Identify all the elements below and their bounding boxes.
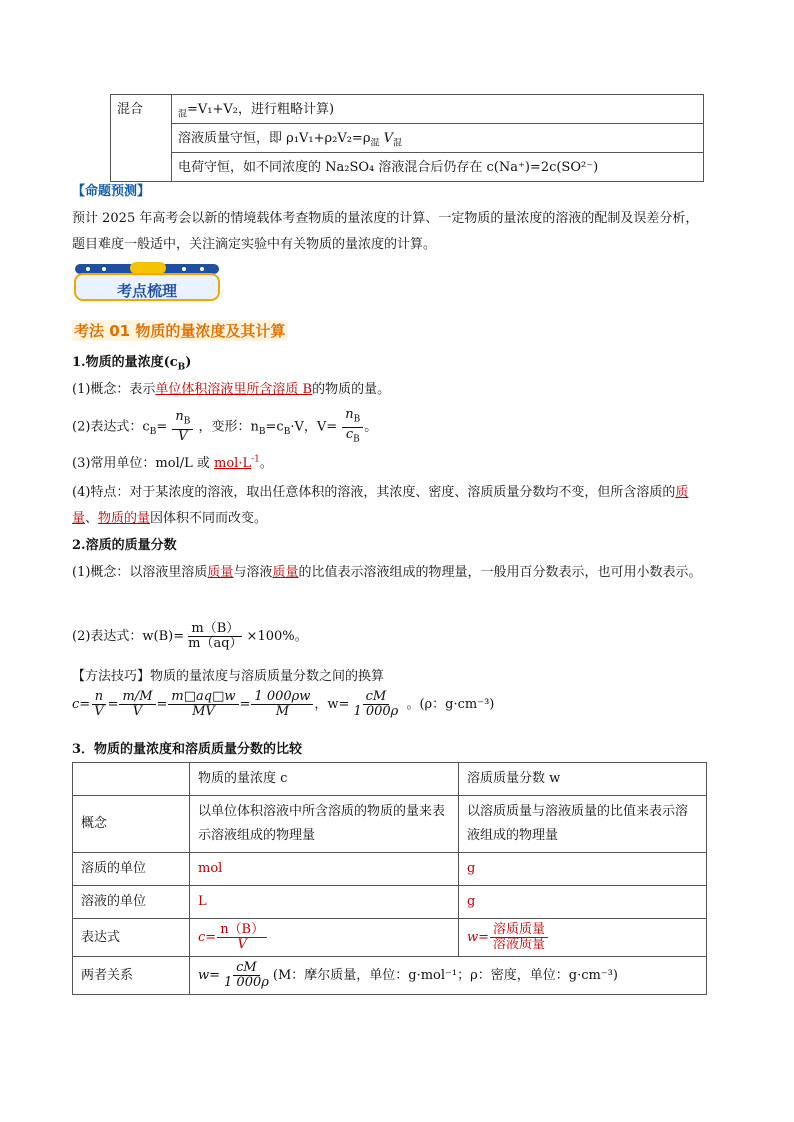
s3-title: 3．物质的量浓度和溶质质量分数的比较 bbox=[72, 742, 303, 757]
table-row: 概念 以单位体积溶液中所含溶质的物质的量来表示溶液组成的物理量 以溶质质量与溶液质量的比值来表示溶液组成的物理量 bbox=[73, 796, 707, 853]
s1-expression: (2)表达式：$c_B=$ $\frac{n_B}{V}$ ，变形：$n_B=c_B\cdot V$，V= $\frac{n_B}{c_B}$ 。 bbox=[72, 407, 378, 445]
comparison-table bbox=[72, 762, 707, 995]
method-heading: 【方法技巧】物质的量浓度与溶质质量分数之间的换算 bbox=[72, 669, 385, 684]
frac-nb-cb: $\frac{n_B}{c_B}$ bbox=[342, 408, 363, 446]
mixing-table bbox=[110, 94, 704, 182]
table-row: 溶质的单位 mol g bbox=[73, 853, 707, 886]
expr-c: c= $\frac{n(B)}{V}$ bbox=[190, 919, 459, 957]
table-row: 两者关系 w= $\frac{cM}{1 000\rho}$ (M：摩尔质量，单位：g·mol⁻¹；ρ：密度，单位：g·cm⁻³) bbox=[73, 957, 707, 995]
expr-w: w= $\frac{\text{溶质质量}}{\text{溶液质量}}$ bbox=[459, 919, 707, 957]
forecast-heading: 【命题预测】 bbox=[72, 184, 151, 199]
s2-concept: (1)概念：以溶液里溶质质量与溶液质量的比值表示溶液组成的物理量，一般用百分数表示，也可用小数表示。 bbox=[72, 565, 702, 580]
relation-cell: w= $\frac{cM}{1 000\rho}$ (M：摩尔质量，单位：g·mol⁻¹；ρ：密度，单位：g·cm⁻³) bbox=[190, 957, 707, 995]
mix-row-2: 溶液质量守恒，即 $\rho_1V_1+\rho_2V_2=\rho_混$ $V_混$ bbox=[172, 124, 704, 153]
banner-label: 考点梳理 bbox=[116, 282, 177, 300]
mix-label: 混合 bbox=[111, 95, 172, 182]
s1-concept: (1)概念：表示单位体积溶液里所含溶质 B的物质的量。 bbox=[72, 382, 391, 397]
section-title: 考法 01 物质的量浓度及其计算 bbox=[74, 322, 286, 340]
mix-row-3: 电荷守恒，如不同浓度的 Na₂SO₄ 溶液混合后仍存在 c(Na⁺)=2c(SO²⁻) bbox=[172, 153, 704, 182]
frac-nb-v: $\frac{n_B}{V}$ bbox=[172, 410, 193, 444]
section-banner bbox=[74, 262, 220, 302]
method-formula: c= $\frac{n}{V}$ = $\frac{m/M}{V}$ = $\frac{m□aq□w}{MV}$ = $\frac{1 000\rho w}{M}$ ，w= $\frac{cM}{1 000\rho}$ 。(ρ：g·cm⁻³) bbox=[72, 689, 495, 719]
forecast-text: 预计 2025 年高考会以新的情境载体考查物质的量浓度的计算、一定物质的量浓度的溶液的配制及误差分析，题目难度一般适中，关注滴定实验中有关物质的量浓度的计算。 bbox=[72, 211, 699, 252]
mix-row-1: $_混$=V₁+V₂，进行粗略计算) bbox=[172, 95, 704, 124]
s2-expression: (2)表达式：w(B)= $\frac{m(B)}{m(aq)}$ ×100%。 bbox=[72, 621, 308, 651]
table-row: 表达式 c= $\frac{n(B)}{V}$ w= $\frac{\text{溶质质量}}{\text{溶液质量}}$ bbox=[73, 919, 707, 957]
s1-title: 1.物质的量浓度$(c_B)$ bbox=[72, 355, 192, 373]
s1-feature: (4)特点：对于某浓度的溶液，取出任意体积的溶液，其浓度、密度、溶质质量分数均不变，但所含溶质的质量、物质的量因体积不同而改变。 bbox=[72, 485, 689, 526]
s2-title: 2.溶质的质量分数 bbox=[72, 538, 177, 553]
table-row: 溶液的单位 L g bbox=[73, 886, 707, 919]
table-header-row: 物质的量浓度 c 溶质质量分数 w bbox=[73, 763, 707, 796]
s1-unit: (3)常用单位：mol/L 或 $mol\cdot L^{-1}$。 bbox=[72, 454, 273, 471]
